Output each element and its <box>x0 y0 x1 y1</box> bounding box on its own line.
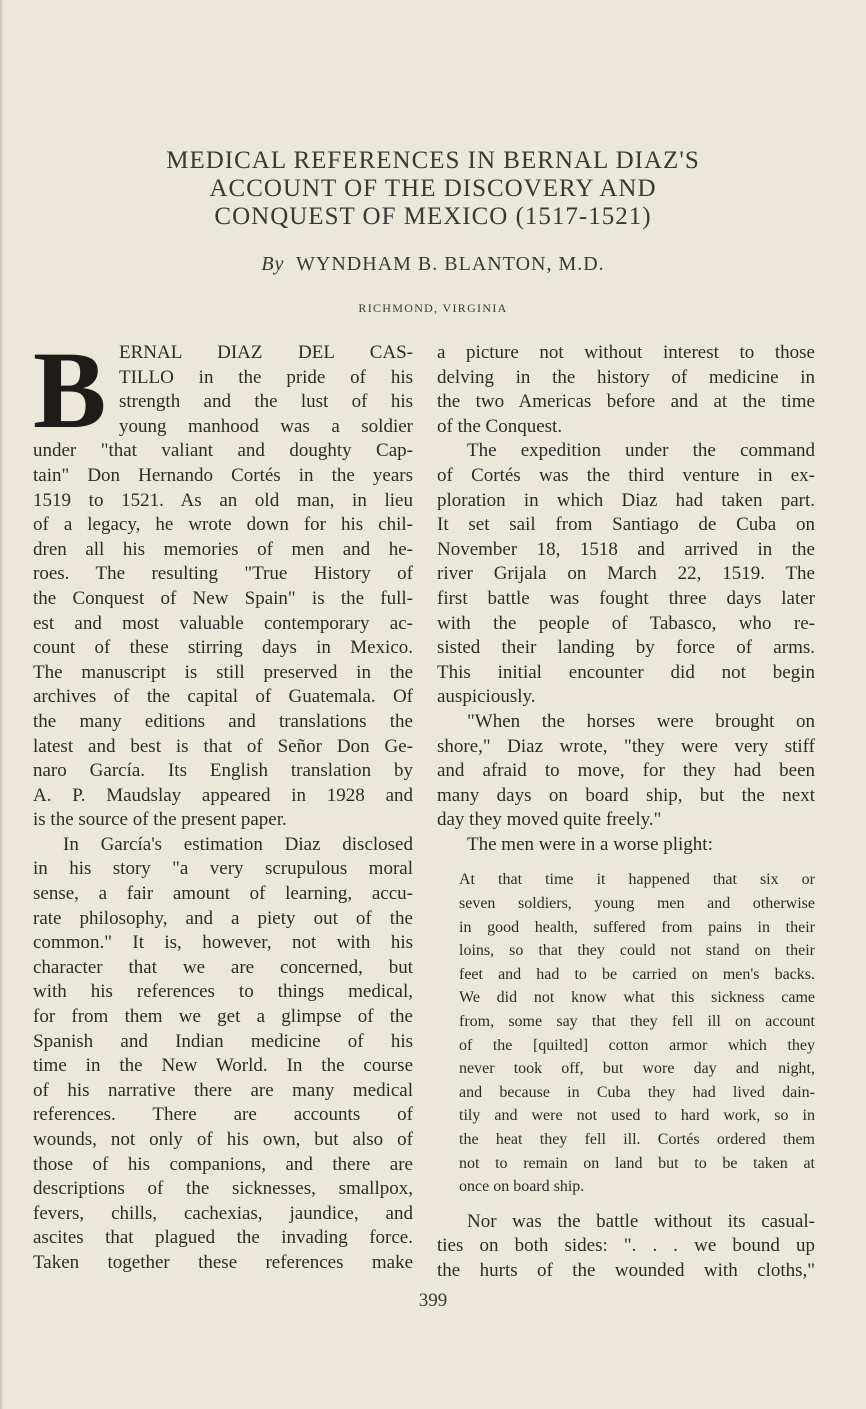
text-line: Spanish and Indian medicine of his <box>33 1030 413 1052</box>
text-line: delving in the history of medicine in <box>437 366 815 388</box>
text-line: many days on board ship, but the next <box>437 784 815 806</box>
text-line: common." It is, however, not with his <box>33 932 413 954</box>
text-line: is the source of the present paper. <box>33 809 287 831</box>
text-line: and afraid to move, for they had been <box>437 760 815 782</box>
text-line: strength and the lust of his <box>119 391 413 413</box>
article-title <box>0 147 866 231</box>
quote-gap <box>437 857 815 868</box>
text-line: of his narrative there are many medical <box>33 1079 413 1101</box>
text-line: day they moved quite freely." <box>437 809 662 831</box>
text-line: sisted their landing by force of arms. <box>437 637 815 659</box>
text-line: roes. The resulting "True History of <box>33 563 413 585</box>
text-line: ERNAL DIAZ DEL CAS- <box>119 342 413 363</box>
text-line: of the Conquest. <box>437 415 563 437</box>
byline <box>0 253 866 276</box>
text-line: In García's estimation Diaz disclosed <box>63 833 413 855</box>
quote-line: We did not know what this sickness came <box>459 989 815 1007</box>
quote-gap <box>437 1199 815 1210</box>
text-line: references. There are accounts of <box>33 1104 413 1126</box>
quote-line: of the [quilted] cotton armor which they <box>459 1036 815 1054</box>
title-line-3: CONQUEST OF MEXICO (1517-1521) <box>214 203 652 230</box>
title-line-1: MEDICAL REFERENCES IN BERNAL DIAZ'S <box>166 147 700 174</box>
text-line: auspiciously. <box>437 686 536 708</box>
drop-cap: B <box>33 329 107 451</box>
text-line: the many editions and translations the <box>33 710 413 732</box>
text-line: of Cortés was the third venture in ex- <box>437 464 815 486</box>
text-line: The manuscript is still preserved in the <box>33 661 413 683</box>
quote-line: once on board ship. <box>459 1178 585 1196</box>
text-line: Taken together these references make <box>33 1251 413 1273</box>
text-line: rate philosophy, and a piety out of the <box>33 907 413 929</box>
text-line: with his references to things medical, <box>33 981 413 1003</box>
text-line: the hurts of the wounded with cloths," <box>437 1259 815 1281</box>
quote-line: from, some say that they fell ill on account <box>459 1013 815 1031</box>
quote-line: never took off, but wore day and night, <box>459 1060 815 1078</box>
text-line: in his story "a very scrupulous moral <box>33 858 413 880</box>
text-line: tain" Don Hernando Cortés in the years <box>33 464 413 486</box>
quote-line: in good health, suffered from pains in their <box>459 918 815 936</box>
text-line: naro García. Its English translation by <box>33 760 413 782</box>
text-line: young manhood was a soldier <box>119 415 413 437</box>
text-line: fevers, chills, cachexias, jaundice, and <box>33 1202 413 1224</box>
text-line: river Grijala on March 22, 1519. The <box>437 563 815 585</box>
text-line: first battle was fought three days later <box>437 587 815 609</box>
text-line: archives of the capital of Guatemala. Of <box>33 686 413 708</box>
text-line: for from them we get a glimpse of the <box>33 1006 413 1028</box>
quote-line: not to remain on land but to be taken at <box>459 1154 815 1172</box>
text-line: ties on both sides: ". . . we bound up <box>437 1235 815 1257</box>
text-line: A. P. Maudslay appeared in 1928 and <box>33 784 413 806</box>
quote-line: the heat they fell ill. Cortés ordered them <box>459 1131 815 1148</box>
text-line: character that we are concerned, but <box>33 956 413 978</box>
text-line: November 18, 1518 and arrived in the <box>437 538 815 560</box>
text-line: those of his companions, and there are <box>33 1153 413 1175</box>
byline-by: By <box>261 253 285 275</box>
text-line: the Conquest of New Spain" is the full- <box>33 587 413 609</box>
text-line: of a legacy, he wrote down for his chil- <box>33 514 413 536</box>
right-column <box>437 341 815 1284</box>
text-line: count of these stirring days in Mexico. <box>33 637 413 659</box>
text-line: "When the horses were brought on <box>467 710 815 732</box>
text-line: latest and best is that of Señor Don Ge- <box>33 735 413 757</box>
text-line: dren all his memories of men and he- <box>33 538 413 560</box>
page-number: 399 <box>418 1290 448 1311</box>
quote-line: At that time it happened that six or <box>459 871 815 889</box>
quote-line: and because in Cuba they had lived dain- <box>459 1083 815 1101</box>
quote-line: seven soldiers, young men and otherwise <box>459 895 815 913</box>
text-line: Nor was the battle without its casual- <box>467 1210 815 1232</box>
text-line: under "that valiant and doughty Cap- <box>33 440 413 462</box>
text-line: wounds, not only of his own, but also of <box>33 1129 413 1150</box>
text-line: descriptions of the sicknesses, smallpox, <box>33 1178 413 1200</box>
text-line: The expedition under the command <box>467 440 815 462</box>
text-line: ascites that plagued the invading force. <box>33 1227 413 1249</box>
text-line: 1519 to 1521. As an old man, in lieu <box>33 489 413 511</box>
text-line: the two Americas before and at the time <box>437 391 815 413</box>
text-line: ploration in which Diaz had taken part. <box>437 489 815 511</box>
text-line: with the people of Tabasco, who re- <box>437 612 815 634</box>
author-location: RICHMOND, VIRGINIA <box>358 301 508 315</box>
block-quote <box>437 868 815 1198</box>
text-line: TILLO in the pride of his <box>119 366 413 388</box>
quote-line: tily and were not used to hard work, so in <box>459 1107 815 1125</box>
left-column <box>33 329 413 1276</box>
quote-line: loins, so that they could not stand on their <box>459 942 815 960</box>
text-line: a picture not without interest to those <box>437 342 815 363</box>
text-line: shore," Diaz wrote, "they were very stiff <box>437 735 815 757</box>
text-line: time in the New World. In the course <box>33 1055 413 1077</box>
title-line-2: ACCOUNT OF THE DISCOVERY AND <box>209 175 657 202</box>
text-line: This initial encounter did not begin <box>437 661 815 683</box>
author-name: WYNDHAM B. BLANTON, M.D. <box>296 253 605 275</box>
text-line: sense, a fair amount of learning, accu- <box>33 883 413 905</box>
text-line: It set sail from Santiago de Cuba on <box>437 514 815 536</box>
quote-line: feet and had to be carried on men's backs. <box>459 965 815 983</box>
text-line: est and most valuable contemporary ac- <box>33 612 413 634</box>
text-line: The men were in a worse plight: <box>467 833 713 855</box>
